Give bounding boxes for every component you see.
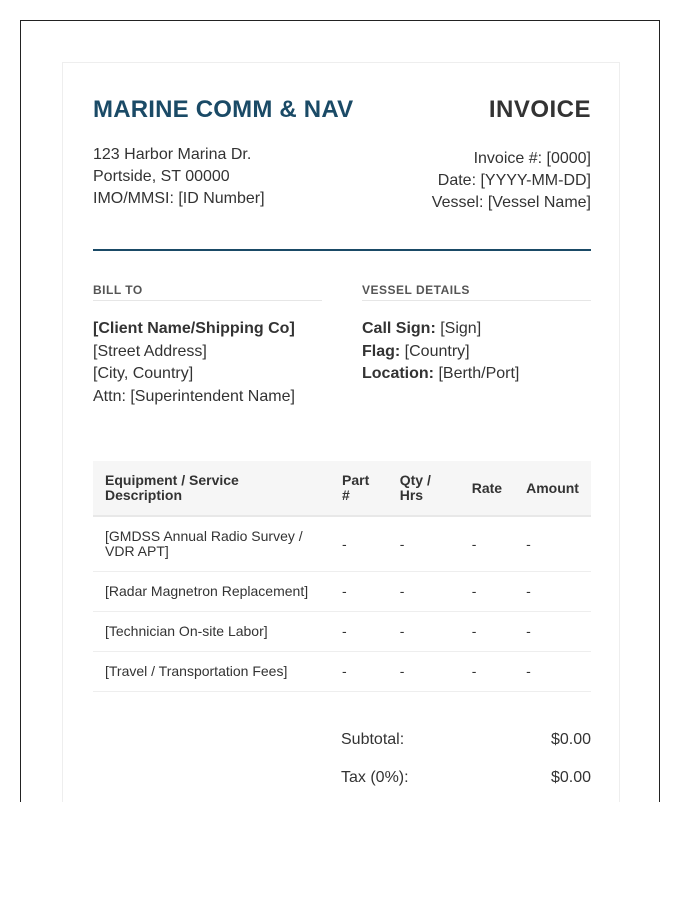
invoice-vessel-value: [Vessel Name] (487, 194, 591, 211)
cell-rate: - (460, 612, 514, 652)
table-row (93, 612, 591, 652)
cell-part: - (330, 612, 388, 652)
subtotal-label: Subtotal: (341, 731, 405, 748)
table-body (93, 516, 591, 692)
client-name: [Client Name/Shipping Co] (93, 320, 295, 337)
cell-qty: - (388, 612, 460, 652)
cell-rate: - (460, 516, 514, 572)
invoice-date-value: [YYYY-MM-DD] (480, 172, 591, 189)
cell-part: - (330, 516, 388, 572)
document-frame (20, 20, 660, 802)
invoice-vessel-label: Vessel: (431, 194, 484, 211)
attn-value: [Superintendent Name] (130, 387, 295, 405)
tax-label: Tax (0%): (341, 769, 409, 786)
vessel-details-lines (362, 318, 591, 386)
call-sign-label: Call Sign: (362, 320, 436, 337)
flag-label: Flag: (362, 342, 401, 360)
table-row (93, 652, 591, 692)
client-attn (93, 386, 322, 409)
company-address-line: Portside, ST 00000 (93, 168, 230, 185)
cell-description: [Travel / Transportation Fees] (93, 652, 330, 692)
company-id-line: IMO/MMSI: [ID Number] (93, 190, 265, 207)
cell-part: - (330, 572, 388, 612)
column-header-amount: Amount (514, 461, 591, 516)
cell-part: - (330, 652, 388, 692)
bill-to-lines (93, 318, 322, 408)
client-street: [Street Address] (93, 342, 207, 360)
invoice-sheet (62, 62, 620, 802)
invoice-date-label: Date: (437, 172, 477, 189)
cell-rate: - (460, 652, 514, 692)
table-row (93, 516, 591, 572)
cell-qty: - (388, 572, 460, 612)
subtotal-row (341, 726, 591, 764)
location (362, 363, 591, 386)
company-address-line: 123 Harbor Marina Dr. (93, 146, 252, 163)
flag (362, 341, 591, 364)
column-header-qty: Qty / Hrs (388, 461, 460, 516)
cell-description: [GMDSS Annual Radio Survey / VDR APT] (93, 516, 330, 572)
cell-description: [Technician On-site Labor] (93, 612, 330, 652)
cell-amount: - (514, 612, 591, 652)
company-name: MARINE COMM & NAV (93, 96, 354, 123)
header-divider (93, 249, 591, 251)
invoice-date (432, 170, 591, 192)
cell-description: [Radar Magnetron Replacement] (93, 572, 330, 612)
totals-section (341, 726, 591, 802)
cell-amount: - (514, 572, 591, 612)
call-sign-value: [Sign] (440, 320, 482, 337)
invoice-number-value: [0000] (546, 150, 591, 167)
invoice-vessel (432, 192, 591, 214)
bill-to-heading: BILL TO (93, 283, 322, 301)
invoice-number (432, 148, 591, 170)
table-header-row (93, 461, 591, 516)
vessel-details-section (362, 283, 591, 386)
invoice-title: INVOICE (488, 96, 591, 123)
invoice-meta (432, 148, 591, 214)
tax-row (341, 764, 591, 802)
column-header-part: Part # (330, 461, 388, 516)
table-header (93, 461, 591, 516)
cell-qty: - (388, 652, 460, 692)
attn-label: Attn: (93, 387, 126, 405)
call-sign (362, 318, 591, 341)
client-city: [City, Country] (93, 365, 194, 382)
subtotal-value: $0.00 (550, 731, 591, 748)
cell-amount: - (514, 652, 591, 692)
column-header-description: Equipment / Service Description (93, 461, 330, 516)
bill-to-section (93, 283, 322, 408)
flag-value: [Country] (404, 342, 470, 360)
cell-qty: - (388, 516, 460, 572)
line-items-table (93, 461, 591, 692)
cell-amount: - (514, 516, 591, 572)
tax-value: $0.00 (550, 769, 591, 786)
location-label: Location: (362, 365, 434, 382)
invoice-number-label: Invoice #: (473, 150, 543, 167)
table-row (93, 572, 591, 612)
cell-rate: - (460, 572, 514, 612)
location-value: [Berth/Port] (438, 365, 520, 382)
vessel-details-heading: VESSEL DETAILS (362, 283, 591, 301)
column-header-rate: Rate (460, 461, 514, 516)
company-address (93, 144, 265, 210)
